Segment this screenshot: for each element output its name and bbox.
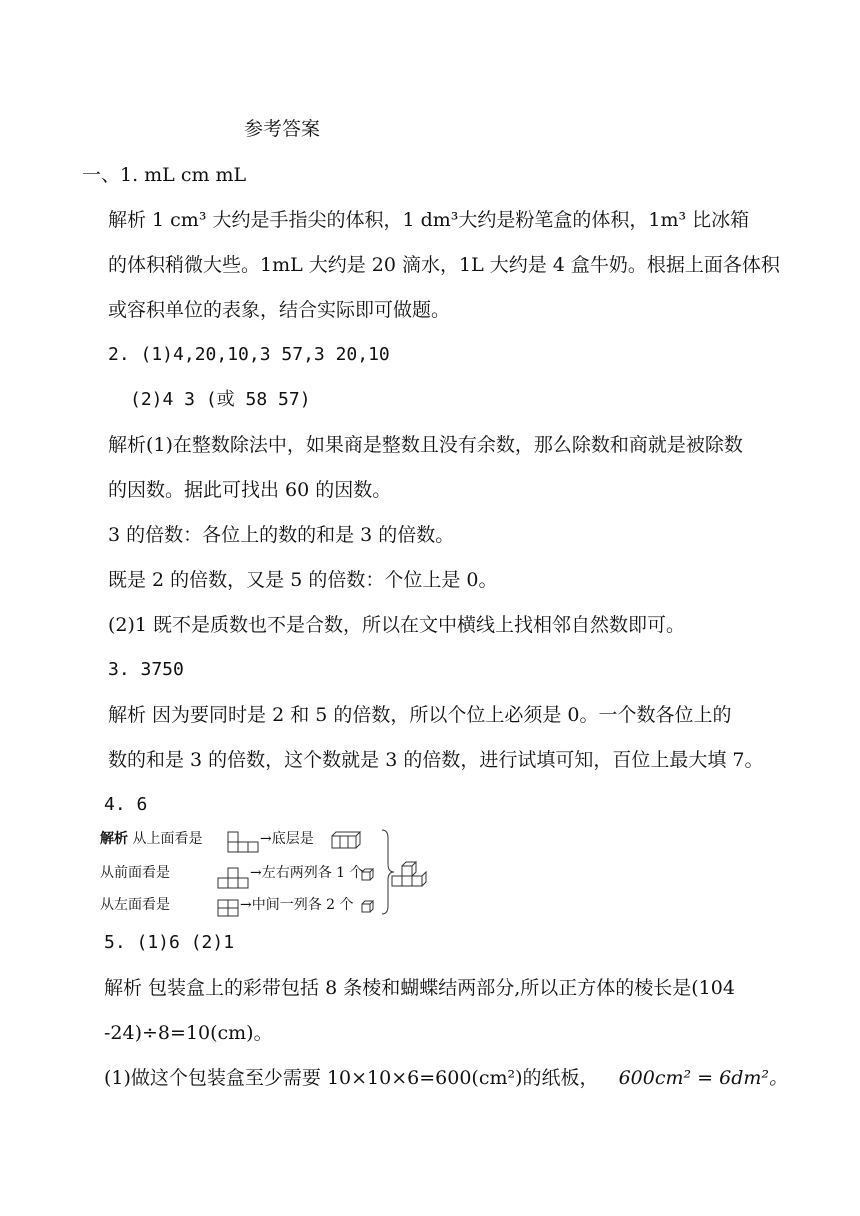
analysis-line: 解析 1 cm³ 大约是手指尖的体积，1 dm³大约是粉笔盒的体积，1m³ 比冰箱 [108,209,750,231]
page-title: 参考答案 [244,118,321,140]
result-shape-icon [392,862,426,886]
analysis-line: 解析 包装盒上的彩带包括 8 条棱和蝴蝶结两部分,所以正方体的棱长是(104 [104,977,735,999]
answer-line-1: 一、1. mL cm mL [82,164,247,186]
analysis-line: 解析(1)在整数除法中，如果商是整数且没有余数，那么除数和商就是被除数 [108,434,743,456]
figure-row2-b: →左右两列各 1 个 [250,865,364,881]
analysis-line: 解析 因为要同时是 2 和 5 的倍数，所以个位上必须是 0。一个数各位上的 [108,704,732,726]
analysis-line: 的因数。据此可找出 60 的因数。 [108,479,392,501]
front-view-icon [218,868,248,888]
answer-line-2b: (2)4 3 (或 58 57) [130,389,311,410]
three-view-figure [100,826,430,918]
bottom-layer-icon [332,832,360,848]
figure-row1-a: 从上面看是 [132,831,203,847]
analysis-line: -24)÷8=10(cm)。 [104,1022,273,1044]
brace-icon [382,830,394,914]
answer-line-3: 3. 3750 [108,659,184,680]
figure-row1-b: →底层是 [260,831,314,847]
left-view-icon [218,900,238,916]
cube-icon [362,869,373,912]
figure-row3-b: →中间一列各 2 个 [240,897,354,913]
analysis-line: 3 的倍数：各位上的数的和是 3 的倍数。 [108,524,455,546]
analysis-line [104,1066,788,1090]
analysis-line: (2)1 既不是质数也不是合数，所以在文中横线上找相邻自然数即可。 [108,614,686,636]
answer-line-4: 4. 6 [104,794,148,815]
analysis-line: 的体积稍微大些。1mL 大约是 20 滴水，1L 大约是 4 盒牛奶。根据上面各体积 [108,254,780,276]
analysis-line: 既是 2 的倍数，又是 5 的倍数：个位上是 0。 [108,569,498,591]
top-view-icon [228,832,258,852]
analysis-text: (1)做这个包装盒至少需要 10×10×6=600(cm²)的纸板， [104,1067,599,1089]
figure-tag: 解析 [100,831,128,847]
answer-line-2: 2. (1)4,20,10,3 57,3 20,10 [108,344,390,365]
math-expression: 600cm² = 6dm²。 [618,1067,789,1089]
analysis-line: 或容积单位的表象，结合实际即可做题。 [108,299,451,321]
figure-row2-a: 从前面看是 [100,865,170,881]
answer-line-5: 5. (1)6 (2)1 [104,932,235,953]
analysis-line: 数的和是 3 的倍数，这个数就是 3 的倍数，进行试填可知，百位上最大填 7。 [108,749,764,771]
figure-row3-a: 从左面看是 [100,897,170,913]
